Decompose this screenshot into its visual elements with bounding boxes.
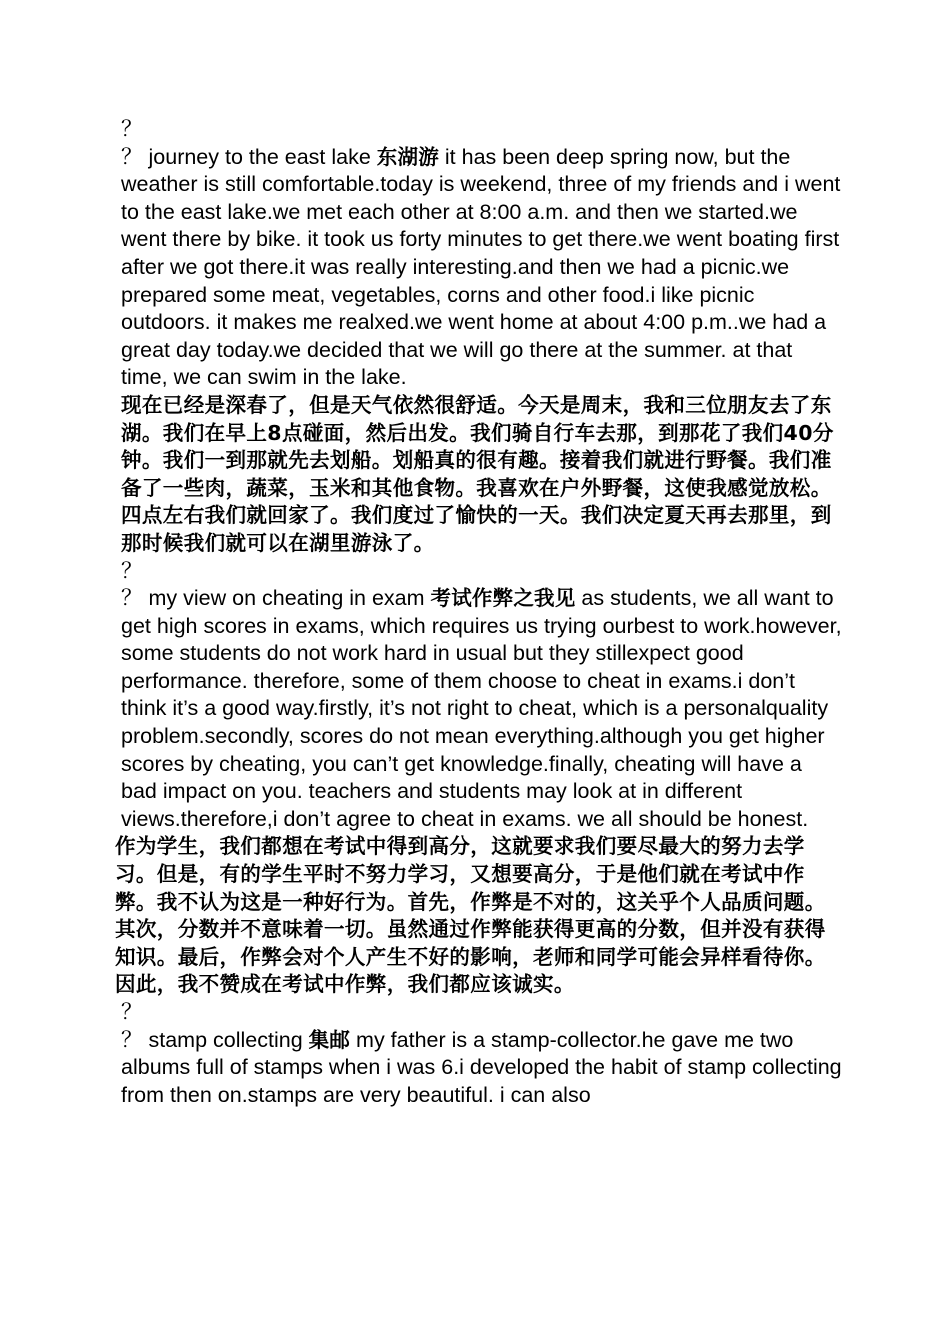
question-mark-marker: ？ (121, 1000, 143, 1024)
lead-marker: ？ (121, 1027, 143, 1052)
essay-title-zh: 考试作弊之我见 (430, 586, 576, 611)
lead-marker: ？ (121, 586, 143, 611)
essay-body-en: my father is a stamp-collector.he gave me two albums full of stamps when i was 6.i developed the habit of stamp collecting from then on.stamps are very beautiful. i can also (121, 1027, 842, 1107)
question-mark-marker: ？ (121, 558, 143, 583)
essay-paragraph-zh: 现在已经是深春了，但是天气依然很舒适。今天是周末，我和三位朋友去了东湖。我们在早上8点碰面，然后出发。我们骑自行车去那，到那花了我们40分钟。我们一到那就先去划船。划船真的很有趣。接着我们就进行野餐。我们准备了一些肉，蔬菜，玉米和其他食物。我喜欢在户外野餐，这使我感觉放松。四点左右我们就回家了。我们度过了愉快的一天。我们决定夏天再去那里，到那时候我们就可以在湖里游泳了。 (121, 392, 834, 555)
essay-paragraph-zh: 作为学生，我们都想在考试中得到高分，这就要求我们要尽最大的努力去学习。但是，有的学生平时不努力学习，又想要高分，于是他们就在考试中作弊。我不认为这是一种好行为。首先，作弊是不对的，这关乎个人品质问题。其次，分数并不意味着一切。虽然通过作弊能获得更高的分数，但并没有获得知识。最后，作弊会对个人产生不好的影响，老师和同学可能会异样看待你。因此，我不赞成在考试中作弊，我们都应该诚实。 (115, 834, 826, 997)
question-mark-marker: ？ (121, 117, 143, 141)
essay-paragraph-en (115, 1027, 843, 1110)
essay-title-zh: 集邮 (308, 1027, 351, 1052)
document-page (115, 116, 843, 1109)
essay-section-3 (115, 999, 843, 1109)
essay-paragraph-en (115, 144, 843, 392)
lead-marker: ？ (121, 144, 143, 169)
essay-title-en: journey to the east lake (148, 144, 371, 169)
essay-section-1 (115, 116, 843, 558)
essay-section-2 (115, 558, 843, 1000)
essay-title-zh: 东湖游 (376, 144, 439, 169)
essay-body-en: as students, we all want to get high scores in exams, which requires us trying ourbest to work.however, some students do not work hard in usual but they stillexpect good performance. therefore, some of them choose to cheat in exams.i don’t think it’s a good way.firstly, it’s not right to cheat, which is a personalquality problem.secondly, scores do not mean everything.although you get higher scores by cheating, you can’t get knowledge.finally, cheating will have a bad impact on you. teachers and students may look at in different views.therefore,i don’t agree to cheat in exams. we all should be honest. (121, 586, 842, 831)
essay-paragraph-en (115, 585, 843, 833)
essay-title-en: stamp collecting (148, 1027, 303, 1052)
essay-title-en: my view on cheating in exam (148, 586, 425, 611)
essay-body-en: it has been deep spring now, but the weather is still comfortable.today is weekend, three of my friends and i went to the east lake.we met each other at 8:00 a.m. and then we started.we went there by bike. it took us forty minutes to get there.we went boating first after we got there.it was really interesting.and then we had a picnic.we prepared some meat, vegetables, corns and other food.i like picnic outdoors. it makes me realxed.we went home at about 4:00 p.m..we had a great day today.we decided that we will go there at the summer. at that time, we can swim in the lake. (121, 144, 841, 390)
